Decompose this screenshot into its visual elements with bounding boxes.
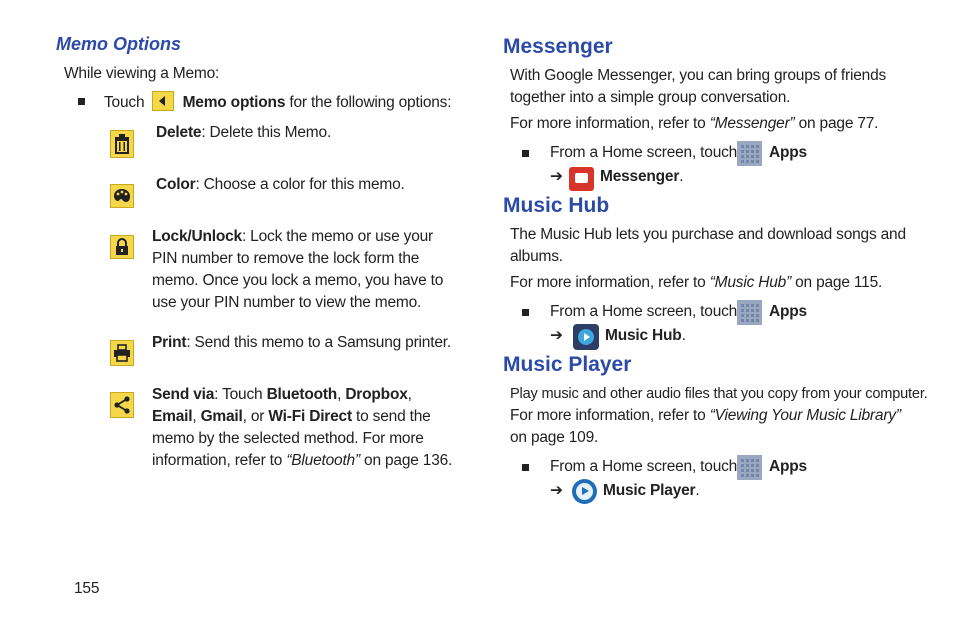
messenger-target: Messenger. — [600, 168, 684, 185]
apps-grid-dot — [751, 474, 754, 477]
music-player-app-icon[interactable] — [572, 479, 597, 504]
apps-grid-dot — [741, 155, 744, 158]
option-print: Print: Send this memo to a Samsung printer. — [152, 334, 451, 351]
apps-grid-dot — [756, 309, 759, 312]
lock-icon — [110, 235, 134, 259]
apps-grid-dot — [741, 319, 744, 322]
apps-grid-dot — [756, 469, 759, 472]
option-lock-unlock: Lock/Unlock: Lock the memo or use your PIN number to remove the lock form the memo. Once you lock a memo, you have to use your PIN number to view the memo. — [152, 228, 444, 311]
apps-grid-dot — [751, 319, 754, 322]
page-number: 155 — [74, 580, 100, 597]
apps-grid-dot — [746, 304, 749, 307]
apps-grid-dot — [746, 309, 749, 312]
bullet-marker — [78, 98, 85, 105]
apps-grid-dot — [746, 469, 749, 472]
apps-grid-dot — [751, 160, 754, 163]
apps-label: Apps — [769, 458, 807, 475]
share-icon — [110, 392, 134, 418]
arrow-icon: ➔ — [550, 482, 563, 499]
touch-word: Touch — [104, 94, 145, 111]
apps-grid-icon[interactable] — [737, 300, 762, 325]
section-heading-music-player: Music Player — [503, 353, 632, 376]
messenger-app-icon[interactable] — [569, 167, 594, 191]
apps-grid-icon[interactable] — [737, 141, 762, 166]
apps-grid-dot — [756, 459, 759, 462]
apps-grid-dot — [751, 150, 754, 153]
apps-grid-dot — [746, 314, 749, 317]
apps-grid-dot — [741, 314, 744, 317]
apps-grid-dot — [746, 474, 749, 477]
apps-grid-dot — [741, 304, 744, 307]
menu-back-icon[interactable] — [152, 91, 174, 111]
apps-grid-dot — [756, 474, 759, 477]
apps-grid-dot — [751, 309, 754, 312]
apps-grid-dot — [741, 160, 744, 163]
apps-grid-dot — [751, 145, 754, 148]
music-hub-app-icon[interactable] — [573, 324, 599, 350]
palette-icon — [110, 184, 134, 208]
apps-grid-dot — [746, 145, 749, 148]
apps-grid-dot — [741, 309, 744, 312]
apps-grid-dot — [751, 155, 754, 158]
option-color: Color: Choose a color for this memo. — [156, 176, 405, 193]
apps-grid-dot — [756, 145, 759, 148]
apps-label: Apps — [769, 144, 807, 161]
apps-grid-dot — [756, 304, 759, 307]
musichub-target: Music Hub. — [605, 327, 686, 344]
music-library-link[interactable]: “Viewing Your Music Library” — [709, 407, 901, 424]
bullet-marker — [522, 309, 529, 316]
apps-grid-dot — [746, 464, 749, 467]
touch-instruction — [104, 91, 451, 114]
musichub-link[interactable]: “Music Hub” — [709, 274, 792, 291]
musicplayer-ref: For more information, refer to “Viewing Your Music Library” on page 109. — [510, 407, 901, 446]
apps-grid-dot — [741, 459, 744, 462]
apps-grid-dot — [741, 469, 744, 472]
apps-grid-dot — [756, 464, 759, 467]
musichub-body: The Music Hub lets you purchase and download songs and albums. — [510, 226, 906, 265]
apps-grid-icon[interactable] — [737, 455, 762, 480]
musicplayer-target: Music Player. — [603, 482, 700, 499]
apps-grid-dot — [741, 464, 744, 467]
arrow-icon: ➔ — [550, 327, 563, 344]
apps-label: Apps — [769, 303, 807, 320]
printer-icon — [110, 340, 134, 366]
apps-grid-dot — [741, 145, 744, 148]
musicplayer-step: From a Home screen, touch — [550, 458, 738, 475]
apps-grid-dot — [751, 464, 754, 467]
section-heading-messenger: Messenger — [503, 35, 613, 58]
apps-grid-dot — [751, 469, 754, 472]
apps-grid-dot — [756, 155, 759, 158]
menu-options-label: Memo options — [182, 94, 286, 111]
apps-grid-dot — [756, 319, 759, 322]
apps-grid-dot — [751, 314, 754, 317]
touch-rest: for the following options: — [289, 94, 452, 111]
bullet-marker — [522, 464, 529, 471]
section-heading-music-hub: Music Hub — [503, 194, 610, 217]
messenger-body: With Google Messenger, you can bring groups of friends together into a simple group conversation. — [510, 67, 887, 106]
musichub-ref: For more information, refer to “Music Hub” on page 115. — [510, 274, 883, 291]
messenger-link[interactable]: “Messenger” — [709, 115, 795, 132]
messenger-ref: For more information, refer to “Messenger” on page 77. — [510, 115, 879, 132]
apps-grid-dot — [756, 150, 759, 153]
musicplayer-body: Play music and other audio files that you copy from your computer. — [510, 386, 928, 402]
apps-grid-dot — [746, 155, 749, 158]
arrow-icon: ➔ — [550, 168, 563, 185]
option-send-via: Send via: Touch Bluetooth, Dropbox, Email, Gmail, or Wi-Fi Direct to send the memo by the selected method. For more information, refer to “Bluetooth” on page 136. — [152, 386, 453, 469]
apps-grid-dot — [751, 459, 754, 462]
apps-grid-dot — [746, 150, 749, 153]
apps-grid-dot — [746, 319, 749, 322]
bullet-marker — [522, 150, 529, 157]
messenger-step: From a Home screen, touch — [550, 144, 738, 161]
option-delete: Delete: Delete this Memo. — [156, 124, 332, 141]
apps-grid-dot — [741, 474, 744, 477]
intro-text: While viewing a Memo: — [64, 65, 220, 82]
musichub-step: From a Home screen, touch — [550, 303, 738, 320]
apps-grid-dot — [756, 160, 759, 163]
bluetooth-link[interactable]: “Bluetooth” — [286, 452, 360, 469]
section-heading-memo-options: Memo Options — [56, 34, 181, 54]
apps-grid-dot — [746, 459, 749, 462]
apps-grid-dot — [751, 304, 754, 307]
trash-icon — [110, 130, 134, 158]
apps-grid-dot — [746, 160, 749, 163]
apps-grid-dot — [756, 314, 759, 317]
apps-grid-dot — [741, 150, 744, 153]
